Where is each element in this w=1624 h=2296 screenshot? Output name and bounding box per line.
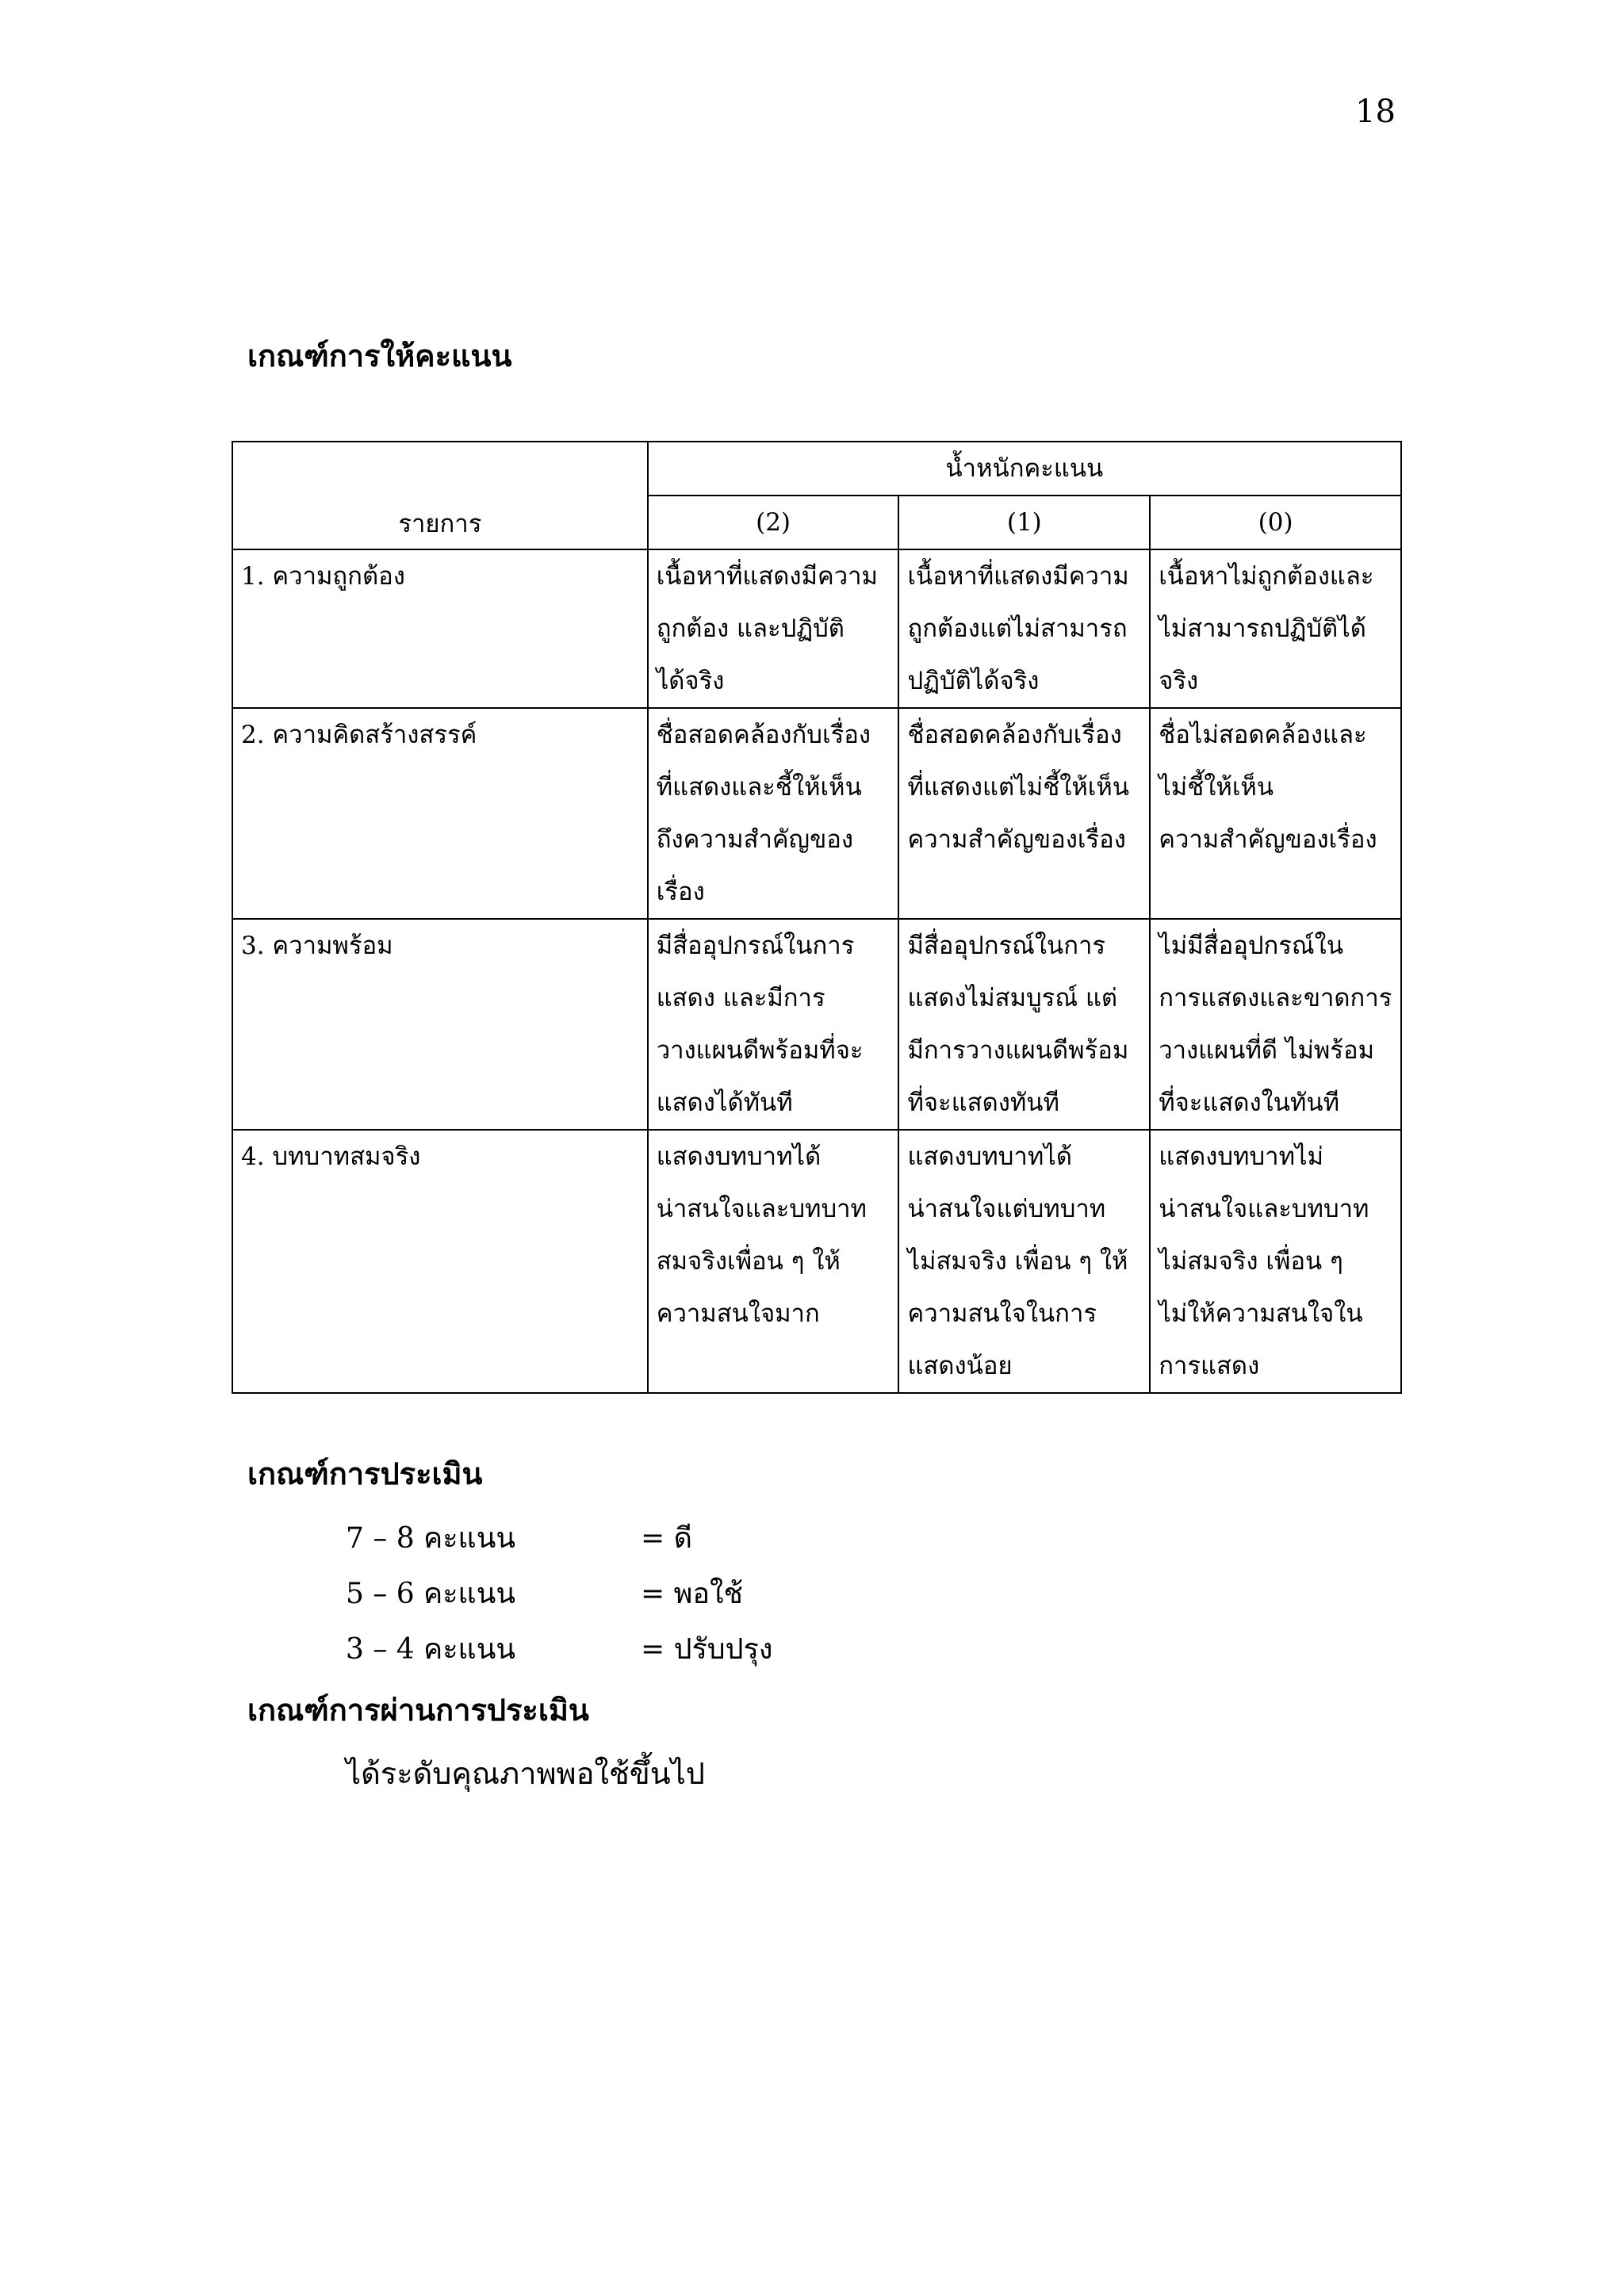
evaluation-range: 7 – 8 คะแนน bbox=[346, 1522, 515, 1555]
passing-criteria-heading: เกณฑ์การผ่านการประเมิน bbox=[247, 1692, 589, 1728]
page-number: 18 bbox=[1355, 94, 1396, 130]
rubric-cell-line: แสดงบทบาทไม่ bbox=[1159, 1142, 1324, 1171]
rubric-cell-line: การแสดงและขาดการ bbox=[1159, 984, 1392, 1012]
rubric-cell-line: ที่จะแสดงในทันที bbox=[1159, 1089, 1340, 1117]
rubric-cell-level-0 bbox=[1150, 549, 1401, 708]
rubric-row bbox=[232, 919, 1401, 1130]
rubric-cell-level-1 bbox=[898, 1130, 1150, 1393]
rubric-cell-line: ไม่ให้ความสนใจใน bbox=[1159, 1299, 1363, 1328]
rubric-cell-line: แสดงไม่สมบูรณ์ แต่ bbox=[907, 984, 1118, 1012]
rubric-cell-line: ไม่สามารถปฏิบัติได้ bbox=[1159, 614, 1366, 643]
rubric-cell-line: เนื้อหาที่แสดงมีความ bbox=[656, 562, 878, 591]
rubric-cell-line: แสดงบทบาทได้ bbox=[656, 1142, 822, 1171]
rubric-cell-level-1 bbox=[898, 549, 1150, 708]
level-1-header: (1) bbox=[898, 496, 1150, 549]
rubric-row bbox=[232, 549, 1401, 708]
rubric-cell-level-0 bbox=[1150, 708, 1401, 919]
rubric-cell-line: ความสำคัญของเรื่อง bbox=[907, 825, 1126, 854]
rubric-cell-line: น่าสนใจและบทบาท bbox=[656, 1195, 867, 1223]
passing-criteria-text: ได้ระดับคุณภาพพอใช้ขึ้นไป bbox=[346, 1756, 705, 1791]
rubric-cell-line: ถูกต้องแต่ไม่สามารถ bbox=[907, 614, 1128, 643]
rubric-cell-level-2 bbox=[648, 1130, 899, 1393]
scoring-criteria-heading: เกณฑ์การให้คะแนน bbox=[247, 338, 512, 373]
rubric-cell-level-1 bbox=[898, 708, 1150, 919]
rubric-cell-line: แสดงได้ทันที bbox=[656, 1089, 793, 1117]
rubric-cell-line: ที่จะแสดงทันที bbox=[907, 1089, 1059, 1117]
rubric-cell-line: เรื่อง bbox=[656, 878, 705, 906]
rubric-cell-line: ความสนใจมาก bbox=[656, 1299, 820, 1328]
rubric-item-label: 4. บทบาทสมจริง bbox=[232, 1130, 648, 1393]
rubric-cell-level-1 bbox=[898, 919, 1150, 1130]
rubric-cell-level-2 bbox=[648, 549, 899, 708]
rubric-cell-line: วางแผนดีพร้อมที่จะ bbox=[656, 1036, 864, 1065]
rubric-row bbox=[232, 708, 1401, 919]
rubric-cell-line: ถึงความสำคัญของ bbox=[656, 825, 854, 854]
rubric-cell-line: น่าสนใจแต่บทบาท bbox=[907, 1195, 1106, 1223]
evaluation-range: 3 – 4 คะแนน bbox=[346, 1633, 515, 1666]
rubric-cell-line: แสดงน้อย bbox=[907, 1352, 1013, 1380]
evaluation-row bbox=[346, 1519, 692, 1559]
rubric-cell-line: ไม่สมจริง เพื่อน ๆ bbox=[1159, 1247, 1343, 1276]
rubric-cell-line: ความสนใจในการ bbox=[907, 1299, 1097, 1328]
rubric-cell-line: ปฏิบัติได้จริง bbox=[907, 667, 1040, 695]
rubric-cell-line: เนื้อหาไม่ถูกต้องและ bbox=[1159, 562, 1374, 591]
rubric-cell-line: แสดงบทบาทได้ bbox=[907, 1142, 1072, 1171]
rubric-item-label: 1. ความถูกต้อง bbox=[232, 549, 648, 708]
rubric-cell-line: ชื่อสอดคล้องกับเรื่อง bbox=[907, 721, 1122, 749]
evaluation-result: = พอใช้ bbox=[641, 1578, 743, 1610]
level-0-header: (0) bbox=[1150, 496, 1401, 549]
scoring-rubric-table bbox=[232, 441, 1402, 1394]
rubric-cell-line: ได้จริง bbox=[656, 667, 725, 695]
rubric-cell-line: การแสดง bbox=[1159, 1352, 1260, 1380]
rubric-item-label: 2. ความคิดสร้างสรรค์ bbox=[232, 708, 648, 919]
rubric-cell-line: วางแผนที่ดี ไม่พร้อม bbox=[1159, 1036, 1375, 1065]
rubric-cell-line: มีสื่ออุปกรณ์ในการ bbox=[656, 932, 855, 960]
evaluation-range: 5 – 6 คะแนน bbox=[346, 1578, 515, 1610]
rubric-cell-line: ที่แสดงแต่ไม่ชี้ให้เห็น bbox=[907, 773, 1130, 802]
rubric-cell-line: ไม่ชี้ให้เห็น bbox=[1159, 773, 1274, 802]
rubric-cell-line: ไม่มีสื่ออุปกรณ์ใน bbox=[1159, 932, 1344, 960]
rubric-cell-line: มีสื่ออุปกรณ์ในการ bbox=[907, 932, 1106, 960]
evaluation-row bbox=[346, 1630, 772, 1670]
level-2-header: (2) bbox=[648, 496, 899, 549]
rubric-cell-line: ความสำคัญของเรื่อง bbox=[1159, 825, 1377, 854]
rubric-cell-line: มีการวางแผนดีพร้อม bbox=[907, 1036, 1129, 1065]
rubric-cell-line: ชื่อไม่สอดคล้องและ bbox=[1159, 721, 1367, 749]
rubric-cell-line: สมจริงเพื่อน ๆ ให้ bbox=[656, 1247, 841, 1276]
evaluation-result: = ปรับปรุง bbox=[641, 1633, 773, 1666]
rubric-cell-level-0 bbox=[1150, 919, 1401, 1130]
item-header-text: รายการ bbox=[398, 510, 482, 538]
score-weight-header: น้ำหนักคะแนน bbox=[648, 442, 1401, 496]
rubric-cell-line: น่าสนใจและบทบาท bbox=[1159, 1195, 1369, 1223]
rubric-cell-line: จริง bbox=[1159, 667, 1199, 695]
rubric-cell-line: ถูกต้อง และปฏิบัติ bbox=[656, 614, 845, 643]
evaluation-result: = ดี bbox=[641, 1522, 692, 1555]
rubric-cell-line: ไม่สมจริง เพื่อน ๆ ให้ bbox=[907, 1247, 1128, 1276]
rubric-cell-line: ชื่อสอดคล้องกับเรื่อง bbox=[656, 721, 871, 749]
rubric-item-label: 3. ความพร้อม bbox=[232, 919, 648, 1130]
rubric-cell-level-2 bbox=[648, 708, 899, 919]
rubric-cell-line: ที่แสดงและชี้ให้เห็น bbox=[656, 773, 862, 802]
evaluation-criteria-heading: เกณฑ์การประเมิน bbox=[247, 1456, 483, 1491]
rubric-cell-line: เนื้อหาที่แสดงมีความ bbox=[907, 562, 1129, 591]
rubric-cell-level-0 bbox=[1150, 1130, 1401, 1393]
evaluation-row bbox=[346, 1575, 743, 1614]
rubric-cell-line: แสดง และมีการ bbox=[656, 984, 825, 1012]
rubric-row bbox=[232, 1130, 1401, 1393]
rubric-cell-level-2 bbox=[648, 919, 899, 1130]
item-column-header bbox=[232, 442, 648, 549]
